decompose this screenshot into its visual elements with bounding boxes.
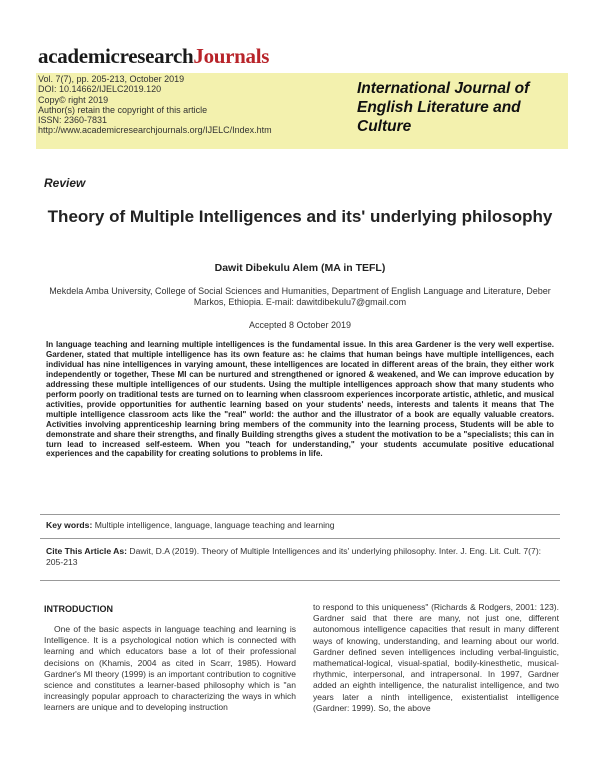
article-metadata — [38, 74, 272, 136]
body-column-right: to respond to this uniqueness" (Richards & Rodgers, 2001: 123). Gardner said that there are many, not just one, different autonomous intelligence capacities that result in many different ways of knowing, understanding, and learning about our world. Gardner defined seven intelligences including verbal-linguistic, mathematical-logical, visual-spatial, bodily-kinesthetic, musical-rhythmic, interpersonal, and intrapersonal. In 1997, Gardner added an eighth intelligence, the naturalist intelligence, and two years later a ninth intelligence, existentialist intelligence (Gardner: 1999). So, the above — [313, 602, 559, 713]
article-title: Theory of Multiple Intelligences and its' underlying philosophy — [47, 207, 553, 226]
cite-label: Cite This Article As: — [46, 546, 128, 556]
abstract-text: In language teaching and learning multiple intelligences is the fundamental issue. In this area Gardener is the very well expertise. Gardener, stated that multiple intelligence has its own feature as: he claims that human beings have multiple intelligences, each individual has nine intelligences in varying amount, these intelligences are located in different areas of the brain, they either work independently or together, These MI can be nurtured and strengthened or ignored & weakened, and We can improve education by addressing these multiple intelligences of our students. Using the multiple intelligences approach show that many students who perform poorly on traditional tests are turned on to learning when classroom experiences incorporate artistic, athletic, and musical activities, provide opportunities for authentic learning based on your students' needs, interests and talents it means that The multiple intelligence classroom acts like the "real" world: the author and the illustrator of a book are equally valuable creators. Activities involving apprenticeship learning bring members of the community into the learning process, Students will be able to demonstrate and share their strengths, and finally Building strengths gives a student the motivation to be a "specialists; this can in turn lead to increased self-esteem. When you "teach for understanding," your students accumulate positive educational experiences and the capability for creating solutions to problems in life. — [46, 340, 554, 459]
meta-copyright: Copy© right 2019 — [38, 94, 109, 105]
article-type-label: Review — [44, 176, 86, 190]
divider-above-keywords — [40, 514, 560, 515]
citation-block — [46, 546, 554, 568]
keywords-text: Multiple intelligence, language, language teaching and learning — [94, 520, 335, 530]
divider-below-keywords — [40, 538, 560, 539]
cite-text: Dawit, D.A (2019). Theory of Multiple Intelligences and its' underlying philosophy. Inter. J. Eng. Lit. Cult. 7(7): 205-213 — [46, 546, 542, 567]
author-affiliation: Mekdela Amba University, College of Social Sciences and Humanities, Department of English Language and Literature, Deber Markos, Ethiopia. E-mail: dawitdibekulu7@gmail.com — [49, 286, 551, 307]
body-column-left: One of the basic aspects in language teaching and learning is Intelligence. It is a psychological notion which is connected with learning and which educators base a lot of their professional decisions on (Khamis, 2004 as cited in Scarr, 1985). Howard Gardner's MI theory (1999) is an important contribution to cognitive science and constitutes a learner-based philosophy which is "an increasingly popular approach to characterizing the ways in which learners are unique and to developing instruction — [44, 624, 296, 713]
logo-text-primary: academicresearch — [38, 44, 194, 68]
section-heading-introduction: INTRODUCTION — [44, 604, 113, 614]
meta-doi: DOI: 10.14662/IJELC2019.120 — [38, 84, 162, 95]
accepted-date: Accepted 8 October 2019 — [248, 320, 352, 330]
meta-issn: ISSN: 2360-7831 — [38, 115, 108, 126]
divider-below-citation — [40, 580, 560, 581]
logo-text-accent: Journals — [193, 44, 270, 68]
meta-rights: Author(s) retain the copyright of this article — [38, 104, 208, 115]
keywords-line — [46, 520, 556, 530]
journal-title: International Journal of English Literature and Culture — [357, 80, 530, 135]
meta-volume: Vol. 7(7), pp. 205-213, October 2019 — [38, 74, 185, 84]
keywords-label: Key words: — [46, 520, 93, 530]
article-author: Dawit Dibekulu Alem (MA in TEFL) — [214, 262, 386, 274]
meta-url: http://www.academicresearchjournals.org/IJELC/Index.htm — [38, 125, 272, 136]
publisher-logo — [38, 44, 269, 69]
